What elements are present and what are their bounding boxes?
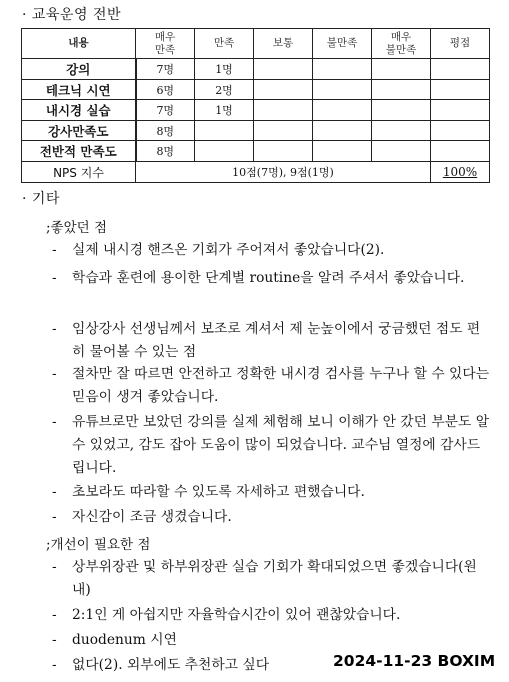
cell-very-satisfied: 6명 [136, 80, 195, 100]
section-title-other: · 기타 [22, 191, 60, 207]
cell-satisfied: 1명 [195, 59, 254, 80]
cell-empty [431, 80, 490, 100]
list-item: - 유튜브로만 보았던 강의를 실제 체험해 보니 이해가 안 갔던 부분도 알 수 있었고, 감도 잡아 도움이 많이 되었습니다. 교수님 열정에 감사드립니다. [52, 414, 490, 476]
nps-total: 100% [431, 162, 490, 183]
list-item: - 없다(2). 외부에도 추천하고 싶다 [52, 657, 270, 673]
date-stamp: 2024-11-23 BOXIM [333, 652, 496, 670]
cell-empty [431, 141, 490, 162]
cell-empty [431, 100, 490, 121]
row-label: 강의 [22, 59, 136, 80]
table-row [22, 100, 490, 121]
cell-satisfied: 1명 [195, 100, 254, 121]
list-item: - 자신감이 조금 생겼습니다. [52, 509, 232, 525]
cell-empty [372, 141, 431, 162]
cell-empty [313, 59, 372, 80]
header-neutral: 보통 [254, 29, 313, 59]
cell-very-satisfied: 8명 [136, 141, 195, 162]
cell-empty [431, 121, 490, 141]
row-label: 테크닉 시연 [22, 80, 136, 100]
cell-empty [372, 59, 431, 80]
table-row [22, 80, 490, 100]
list-item: - 임상강사 선생님께서 보조로 계셔서 제 눈높이에서 궁금했던 점도 편히 물어볼 수 있는 점 [52, 321, 481, 360]
cell-empty [313, 80, 372, 100]
table-row [22, 59, 490, 80]
nps-row [22, 162, 490, 183]
cell-satisfied [195, 121, 254, 141]
cell-satisfied [195, 141, 254, 162]
cell-empty [313, 121, 372, 141]
section-title-operation: · 교육운영 전반 [22, 7, 121, 23]
cell-empty [372, 100, 431, 121]
row-label: 전반적 만족도 [22, 141, 136, 162]
cell-empty [313, 100, 372, 121]
header-very-dissatisfied: 매우 불만족 [372, 29, 431, 59]
cell-very-satisfied: 7명 [136, 100, 195, 121]
cell-empty [372, 80, 431, 100]
list-item: - 2:1인 게 아쉽지만 자율학습시간이 있어 괜찮았습니다. [52, 607, 401, 623]
nps-label: NPS 지수 [22, 162, 136, 183]
cell-satisfied: 2명 [195, 80, 254, 100]
evaluation-table [21, 28, 490, 183]
list-item: - 절차만 잘 따르면 안전하고 정확한 내시경 검사를 누구나 할 수 있다는 믿음이 생겨 좋았습니다. [52, 366, 490, 405]
cell-empty [313, 141, 372, 162]
header-very-satisfied: 매우 만족 [136, 29, 195, 59]
table-row [22, 141, 490, 162]
list-item: - 초보라도 따라할 수 있도록 자세하고 편했습니다. [52, 484, 365, 500]
cell-empty [254, 59, 313, 80]
improvements-heading: ;개선이 필요한 점 [46, 537, 151, 553]
good-points-heading: ;좋았던 점 [46, 220, 108, 236]
table-header-row [22, 29, 490, 59]
cell-empty [372, 121, 431, 141]
header-label: 내용 [22, 29, 136, 59]
header-satisfied: 만족 [195, 29, 254, 59]
table-row [22, 121, 490, 141]
row-label: 내시경 실습 [22, 100, 136, 121]
list-item: - duodenum 시연 [52, 632, 177, 648]
list-item: - 실제 내시경 핸즈온 기회가 주어져서 좋았습니다(2). [52, 242, 385, 258]
header-dissatisfied: 불만족 [313, 29, 372, 59]
list-item: - 상부위장관 및 하부위장관 실습 기회가 확대되었으면 좋겠습니다(원내) [52, 559, 477, 598]
cell-empty [254, 100, 313, 121]
header-score: 평점 [431, 29, 490, 59]
row-label: 강사만족도 [22, 121, 136, 141]
cell-empty [431, 59, 490, 80]
nps-detail: 10점(7명), 9점(1명) [136, 162, 431, 183]
list-item: - 학습과 훈련에 용이한 단계별 routine을 알려 주셔서 좋았습니다. [52, 270, 465, 286]
cell-very-satisfied: 8명 [136, 121, 195, 141]
cell-empty [254, 141, 313, 162]
cell-empty [254, 121, 313, 141]
cell-very-satisfied: 7명 [136, 59, 195, 80]
cell-empty [254, 80, 313, 100]
